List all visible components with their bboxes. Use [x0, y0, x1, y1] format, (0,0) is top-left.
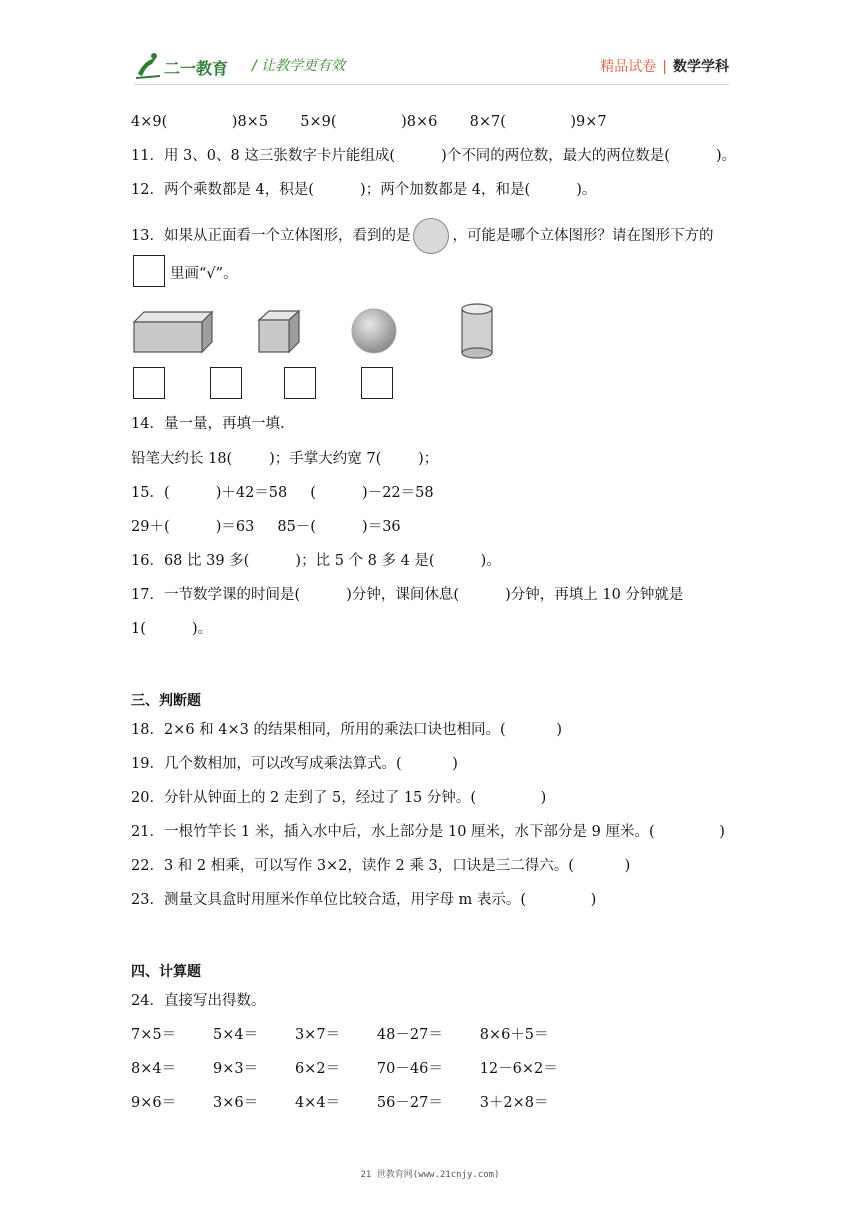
- header-rule: [134, 84, 729, 85]
- question-15-b: 29＋( )＝63 85－( )＝36: [131, 519, 401, 535]
- header-separator: |: [662, 59, 667, 75]
- question-17-b: 1( )。: [131, 621, 213, 637]
- question-15: 15．( )＋42＝58 ( )－22＝58: [131, 485, 434, 501]
- question-13-text-c: 里画“√”。: [170, 266, 238, 282]
- question-11: 11．用 3、0、8 这三张数字卡片能组成( )个不同的两位数，最大的两位数是( )。: [131, 148, 737, 164]
- question-17: 17．一节数学课的时间是( )分钟，课间休息( )分钟，再填上 10 分钟就是: [131, 587, 684, 603]
- cuboid-icon: [132, 308, 214, 354]
- sphere-icon: [350, 308, 398, 354]
- page-header: [134, 42, 729, 82]
- circle-view-icon: [413, 218, 449, 254]
- question-20: 20．分针从钟面上的 2 走到了 5，经过了 15 分钟。( ): [131, 790, 547, 806]
- answer-box-sphere[interactable]: [284, 367, 316, 399]
- answer-box-cylinder[interactable]: [361, 367, 393, 399]
- question-line: 4×9( )8×5 5×9( )8×6 8×7( )9×7: [131, 114, 607, 130]
- calc-row: 9×6＝ 3×6＝ 4×4＝ 56－27＝ 3＋2×8＝: [131, 1095, 549, 1111]
- logo-text: 二一教育: [164, 59, 229, 78]
- section-title-calc: 四、计算题: [131, 964, 201, 980]
- logo-icon: [134, 50, 246, 82]
- question-23: 23．测量文具盒时用厘米作单位比较合适，用字母 m 表示。( ): [131, 892, 597, 908]
- question-13-text-b: ，可能是哪个立体图形？请在图形下方的: [452, 228, 714, 244]
- answer-box-cuboid[interactable]: [133, 367, 165, 399]
- answer-box-cube[interactable]: [210, 367, 242, 399]
- header-subject: 数学学科: [673, 59, 729, 75]
- cube-icon: [257, 308, 301, 354]
- question-14: 14．量一量，再填一填.: [131, 416, 285, 432]
- question-12: 12．两个乘数都是 4，积是( )；两个加数都是 4，和是( )。: [131, 182, 597, 198]
- page-footer: 21 世教育网(www.21cnjy.com): [360, 1170, 500, 1180]
- question-24: 24．直接写出得数。: [131, 993, 266, 1009]
- question-19: 19．几个数相加，可以改写成乘法算式。( ): [131, 756, 458, 772]
- calc-row: 8×4＝ 9×3＝ 6×2＝ 70－46＝ 12－6×2＝: [131, 1061, 558, 1077]
- question-16: 16．68 比 39 多( )；比 5 个 8 多 4 是( )。: [131, 553, 501, 569]
- question-13-text-a: 13．如果从正面看一个立体图形，看到的是: [131, 228, 411, 244]
- header-right: [600, 56, 729, 76]
- question-14-b: 铅笔大约长 18( )；手掌大约宽 7( )；: [131, 451, 439, 467]
- answer-box-sample: [133, 255, 165, 287]
- section-title-judge: 三、判断题: [131, 693, 201, 709]
- question-21: 21．一根竹竿长 1 米，插入水中后，水上部分是 10 厘米，水下部分是 9 厘米。( ): [131, 824, 725, 840]
- question-13: [131, 218, 713, 254]
- header-label: 精品试卷: [600, 59, 657, 75]
- calc-row: 7×5＝ 5×4＝ 3×7＝ 48－27＝ 8×6＋5＝: [131, 1027, 549, 1043]
- cylinder-icon: [459, 302, 495, 360]
- header-slogan: / 让教学更有效: [252, 58, 346, 74]
- question-18: 18．2×6 和 4×3 的结果相同，所用的乘法口诀也相同。( ): [131, 722, 562, 738]
- question-22: 22．3 和 2 相乘，可以写作 3×2，读作 2 乘 3，口诀是三二得六。( ): [131, 858, 631, 874]
